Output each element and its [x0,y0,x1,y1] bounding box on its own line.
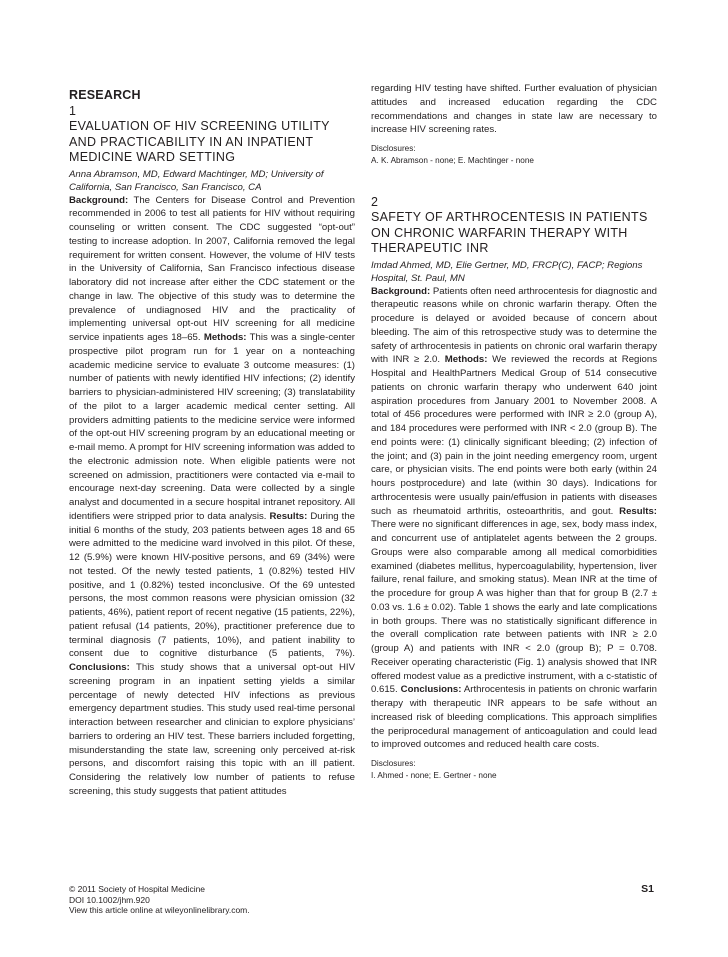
results-text: There were no significant differences in age, sex, body mass index, and concurrent use of antiplatelet agents between the 2 groups. Groups were also comparable among all medical comorbidities examined (diabetes mellitus, hypercoagulability, hypertension, liver failure, renal failure, and smoking status). Mean INR at the time of the procedure for group A was higher than that for group B (2.7 ± 0.03 vs. 1.6 ± 0.02). Table 1 shows the early and late complications in both groups. There was no statistically significant difference in the overall complication rate between patients with INR ≥ 2.0 (group A) and patients with INR < 2.0 (group B); P = 0.708. Receiver operating characteristic (Fig. 1) analysis showed that INR offered modest value as a predictive instrument, with a c-statistic of 0.615. [371,519,657,696]
conclusions-label: Conclusions: [400,684,462,696]
page-number: S1 [641,883,654,895]
methods-label: Methods: [203,332,247,343]
page-footer [69,884,250,916]
copyright-notice: © 2011 Society of Hospital Medicine [69,884,206,894]
conclusions-text: This study shows that a universal opt-out HIV screening program in an inpatient setting yields a similar percentage of newly detected HIV infections as previous emergency department studies. This study used real-time personal interaction between researcher and clinician to explore physicians’ barriers to ordering an HIV test. These barriers included forgetting, misunderstanding the state law, screening only perceived at-risk persons, and discomfort raising this topic with an ill patient. Considering the relatively low number of patients to refuse screening, this study suggests that patient attitudes [69,662,355,797]
abstract-1-title: EVALUATION OF HIV SCREENING UTILITY AND PRACTICABILITY IN AN INPATIENT MEDICINE WARD SETTING [69,119,330,164]
results-label: Results: [269,510,308,522]
methods-text: We reviewed the records at Regions Hospital and HealthPartners Medical Group of 514 consecutive patients on chronic warfarin therapy who underwent 640 joint aspiration procedures from January 2001 to November 2008. A total of 456 procedures were performed with INR ≥ 2.0 (group A), and 184 procedures were performed with INR < 2.0 (group B). The end points were: (1) clinically significant bleeding; (2) infection of the joint; and (3) pain in the joint needing emergency room, urgent care, or physician visits. The end points were both early (within 24 hours postprocedure) and late (within 30 days). Indications for arthrocentesis were usually pain/effusion in patients with diseases such as rheumatoid arthritis, osteoarthritis, and gout. [371,354,657,517]
background-label: Background: [69,194,129,206]
left-column [69,84,355,799]
abstract-1-number: 1 [69,104,77,118]
right-column [371,82,657,782]
background-label: Background: [371,285,431,297]
conclusions-text: Arthrocentesis in patients on chronic warfarin therapy with therapeutic INR appears to be safe without an increased risk of bleeding complications. This approach simplifies the periprocedural management of anticoagulation and could lead to improved outcomes and reduced health care costs. [371,684,657,751]
disclosures-label: Disclosures: [371,144,416,153]
abstract-1-continuation: regarding HIV testing have shifted. Further evaluation of physician attitudes and increased education regarding the CDC recommendations and changes in state law are necessary to increase HIV screening rates. [371,83,657,136]
methods-label: Methods: [444,354,488,366]
abstract-2-authors: Imdad Ahmed, MD, Elie Gertner, MD, FRCP(C), FACP; Regions Hospital, St. Paul, MN [371,259,643,284]
results-text: During the initial 6 months of the study, 203 patients between ages 18 and 65 were admitted to the medicine ward involved in this pilot. Of these, 12 (5.9%) were known HIV-positive persons, and 69 (34%) were not tested. Of the newly tested patients, 1 (0.82%) tested HIV positive, and 1 (0.82%) tested inconclusive. Of the 69 untested persons, the most common reasons were physician omission (32 patients, 46%), patient report of recent negative (15 patients, 22%), patient refusal (14 patients, 20%), practitioner preference due to terminal diagnosis (7 patients, 10%), and patient inability to consent due to cognitive disturbance (5 patients, 7%). [69,510,355,660]
results-label: Results: [619,505,657,517]
doi: DOI 10.1002/jhm.920 [69,894,150,905]
abstract-2-number: 2 [371,195,379,209]
abstract-1-body [69,194,355,799]
disclosures-label: Disclosures: [371,759,416,768]
methods-text: This was a single-center prospective pilot program run for 1 year on a nonteaching academic medicine service to evaluate 3 outcome measures: (1) number of patients with newly identified HIV infections; (2) identify barriers to physician-administered HIV screening; (3) translatability of the pilot to a larger academic medical center setting. All providers admitting patients to the medicine service were informed of the opt-out HIV screening program by an educational meeting or e-mail memo. A prompt for HIV screening information was added to the electronic admission note. When eligible patients were not screened on admission, practitioners were contacted via e-mail to encourage next-day screening. Data were collected by a single analyst and documented in a secure hospital intranet repository. All identifiers were stripped prior to data analysis. [69,332,355,522]
section-label: RESEARCH [69,88,141,102]
disclosures-text: A. K. Abramson - none; E. Machtinger - none [371,156,534,165]
background-text: Patients often need arthrocentesis for diagnostic and therapeutic reasons while on chronic warfarin therapy. Often the procedure is delayed or avoided because of concern about bleeding. The aim of this retrospective study was to determine the safety of arthrocentesis in patients on chronic oral warfarin therapy with INR ≥ 2.0. [371,285,657,366]
abstract-2-body [371,285,657,753]
disclosures-text: I. Ahmed - none; E. Gertner - none [371,771,497,780]
abstract-1-authors: Anna Abramson, MD, Edward Machtinger, MD; University of California, San Francisco, San Francisco, CA [69,168,324,193]
abstract-2-title: SAFETY OF ARTHROCENTESIS IN PATIENTS ON CHRONIC WARFARIN THERAPY WITH THERAPEUTIC INR [371,210,648,255]
online-notice: View this article online at wileyonlinelibrary.com. [69,905,250,915]
background-text: The Centers for Disease Control and Prevention recommended in 2006 to test all patients for HIV without requiring counseling or written consent. The CDC suggested “opt-out” testing to increase adoption. In 2007, California removed the legal requirement for written consent. However, the volume of HIV tests in the University of California, San Francisco infectious disease laboratory did not increase after either the CDC statement or the change in law. The objective of this study was to determine the prevalence of undiagnosed HIV and the practicality of implementing universal opt-out HIV screening for all medicine service inpatients ages 18–65. [69,194,355,343]
conclusions-label: Conclusions: [69,662,130,673]
